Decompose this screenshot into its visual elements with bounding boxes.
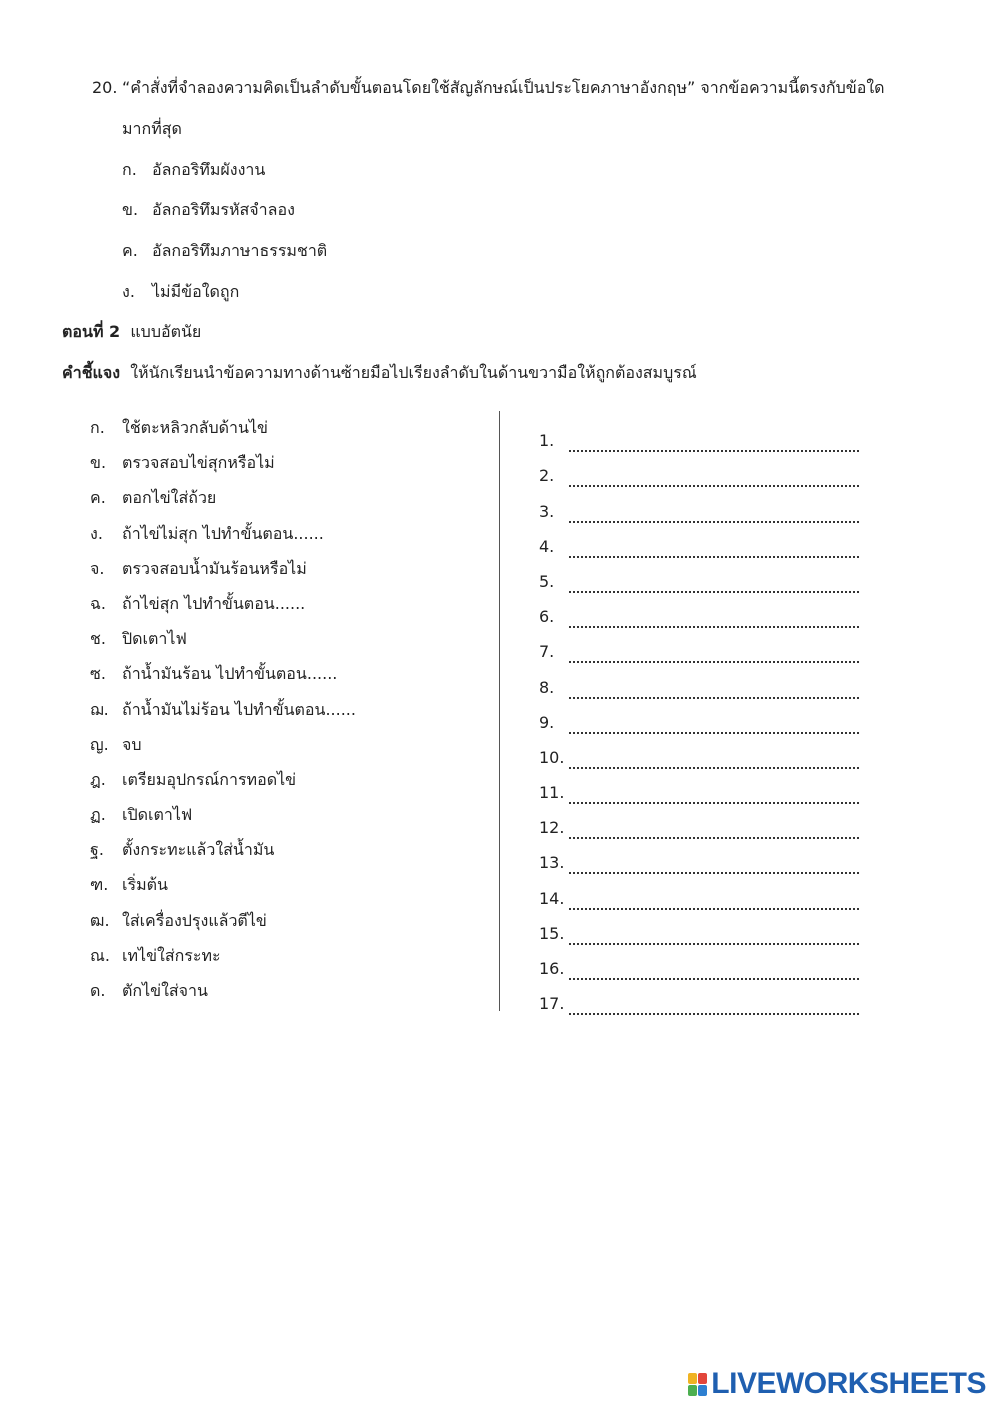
step-item bbox=[90, 593, 480, 628]
step-label: ญ. bbox=[90, 734, 109, 754]
answer-number: 3. bbox=[539, 501, 555, 521]
answer-number: 4. bbox=[539, 536, 555, 556]
step-text: เริ่มต้น bbox=[122, 875, 168, 895]
section-title-rest: แบบอัตนัย bbox=[130, 322, 202, 341]
answer-number: 10. bbox=[539, 747, 565, 767]
answer-number: 16. bbox=[539, 959, 565, 978]
question-20 bbox=[92, 77, 885, 99]
step-label: ฑ. bbox=[90, 875, 109, 895]
step-text: จบ bbox=[122, 734, 142, 754]
choice-letter: ง. bbox=[122, 282, 135, 301]
answer-blank[interactable] bbox=[569, 929, 859, 945]
answer-slot bbox=[539, 699, 869, 734]
answer-slot bbox=[539, 452, 869, 487]
answer-number: 6. bbox=[539, 607, 555, 627]
step-text: ถ้าไข่ไม่สุก ไปทำขั้นตอน...... bbox=[122, 523, 324, 543]
step-text: ถ้าไข่สุก ไปทำขั้นตอน...... bbox=[122, 593, 306, 613]
answer-slot bbox=[539, 769, 869, 804]
step-label: ช. bbox=[90, 629, 106, 649]
step-item bbox=[90, 663, 480, 698]
instruction bbox=[62, 362, 697, 384]
answer-number: 9. bbox=[539, 712, 555, 732]
answer-number: 13. bbox=[539, 853, 565, 873]
answer-slot bbox=[539, 980, 869, 1015]
answer-blank[interactable] bbox=[569, 683, 859, 699]
logo-mark-icon bbox=[688, 1373, 707, 1396]
step-text: ปิดเตาไฟ bbox=[122, 629, 187, 649]
answer-number: 11. bbox=[539, 783, 565, 803]
choice-letter: ค. bbox=[122, 241, 138, 260]
choice-text: อัลกอริทึมผังงาน bbox=[152, 160, 266, 179]
answer-blank[interactable] bbox=[569, 471, 859, 487]
logo-square bbox=[688, 1385, 697, 1396]
section-title-bold: ตอนที่ 2 bbox=[62, 322, 121, 341]
step-item bbox=[90, 558, 480, 593]
answer-list bbox=[539, 417, 869, 1015]
answer-slot bbox=[539, 523, 869, 558]
answer-slot bbox=[539, 593, 869, 628]
answer-number: 12. bbox=[539, 818, 565, 838]
answer-blank[interactable] bbox=[569, 647, 859, 663]
step-label: ซ. bbox=[90, 664, 106, 684]
answer-blank[interactable] bbox=[569, 823, 859, 839]
step-label: ฉ. bbox=[90, 593, 106, 613]
step-text: ตรวจสอบไข่สุกหรือไม่ bbox=[122, 453, 275, 473]
answer-slot bbox=[539, 839, 869, 874]
step-item bbox=[90, 523, 480, 558]
step-item bbox=[90, 945, 480, 980]
step-item bbox=[90, 910, 480, 945]
question-text: “คำสั่งที่จำลองความคิดเป็นลำดับขั้นตอนโดยใช้สัญลักษณ์เป็นประโยคภาษาอังกฤษ” จากข้อความนี้ตรงกับข้อใด bbox=[122, 78, 885, 97]
step-label: ง. bbox=[90, 523, 103, 543]
instruction-bold: คำชี้แจง bbox=[62, 363, 121, 382]
step-label: ฐ. bbox=[90, 840, 104, 860]
step-text: ตั้งกระทะแล้วใส่น้ำมัน bbox=[122, 840, 275, 860]
step-item bbox=[90, 699, 480, 734]
step-item bbox=[90, 452, 480, 487]
question-number: 20. bbox=[92, 78, 118, 97]
step-item bbox=[90, 628, 480, 663]
choice-d bbox=[122, 281, 239, 303]
step-text: ถ้าน้ำมันร้อน ไปทำขั้นตอน...... bbox=[122, 664, 338, 684]
answer-slot bbox=[539, 487, 869, 522]
logo-text: LIVEWORKSHEETS bbox=[711, 1367, 986, 1400]
answer-number: 15. bbox=[539, 923, 565, 943]
step-item bbox=[90, 769, 480, 804]
step-list bbox=[90, 417, 480, 1015]
step-text: เทไข่ใส่กระทะ bbox=[122, 945, 221, 965]
answer-blank[interactable] bbox=[569, 436, 859, 452]
choice-text: อัลกอริทึมรหัสจำลอง bbox=[152, 200, 295, 219]
step-label: ก. bbox=[90, 418, 105, 437]
answer-blank[interactable] bbox=[569, 507, 859, 523]
step-label: ข. bbox=[90, 453, 107, 473]
answer-blank[interactable] bbox=[569, 612, 859, 628]
answer-blank[interactable] bbox=[569, 753, 859, 769]
step-item bbox=[90, 487, 480, 522]
answer-slot bbox=[539, 628, 869, 663]
choice-letter: ข. bbox=[122, 200, 139, 219]
choice-letter: ก. bbox=[122, 160, 137, 179]
answer-slot bbox=[539, 804, 869, 839]
step-text: เตรียมอุปกรณ์การทอดไข่ bbox=[122, 769, 297, 789]
step-label: ฒ. bbox=[90, 910, 110, 930]
answer-blank[interactable] bbox=[569, 964, 859, 980]
step-text: เปิดเตาไฟ bbox=[122, 805, 193, 825]
logo-square bbox=[698, 1385, 707, 1396]
step-label: จ. bbox=[90, 558, 105, 578]
step-item bbox=[90, 417, 480, 452]
step-text: ตักไข่ใส่จาน bbox=[122, 981, 208, 1000]
answer-slot bbox=[539, 558, 869, 593]
answer-blank[interactable] bbox=[569, 542, 859, 558]
step-label: ค. bbox=[90, 488, 106, 508]
liveworksheets-logo bbox=[688, 1368, 986, 1400]
choice-text: ไม่มีข้อใดถูก bbox=[152, 282, 240, 301]
choice-c bbox=[122, 240, 327, 262]
answer-blank[interactable] bbox=[569, 894, 859, 910]
step-label: ด. bbox=[90, 981, 106, 1000]
answer-blank[interactable] bbox=[569, 577, 859, 593]
answer-number: 7. bbox=[539, 642, 555, 662]
step-text: ตรวจสอบน้ำมันร้อนหรือไม่ bbox=[122, 558, 307, 578]
choice-a bbox=[122, 159, 265, 181]
choice-b bbox=[122, 199, 295, 221]
answer-blank[interactable] bbox=[569, 858, 859, 874]
step-label: ฏ. bbox=[90, 805, 106, 825]
question-text-continued: มากที่สุด bbox=[122, 119, 182, 138]
step-item bbox=[90, 839, 480, 874]
column-divider bbox=[499, 411, 500, 1011]
choice-text: อัลกอริทึมภาษาธรรมชาติ bbox=[152, 241, 328, 260]
step-item bbox=[90, 804, 480, 839]
step-label: ฌ. bbox=[90, 699, 109, 719]
answer-blank[interactable] bbox=[569, 999, 859, 1015]
answer-slot bbox=[539, 663, 869, 698]
answer-number: 17. bbox=[539, 994, 565, 1014]
answer-slot bbox=[539, 417, 869, 452]
step-label: ฎ. bbox=[90, 769, 106, 789]
answer-slot bbox=[539, 945, 869, 980]
answer-number: 2. bbox=[539, 466, 555, 486]
answer-blank[interactable] bbox=[569, 788, 859, 804]
step-label: ณ. bbox=[90, 945, 110, 965]
step-text: ตอกไข่ใส่ถ้วย bbox=[122, 488, 217, 508]
step-text: ใช้ตะหลิวกลับด้านไข่ bbox=[122, 418, 268, 437]
answer-slot bbox=[539, 734, 869, 769]
step-item bbox=[90, 874, 480, 909]
section-title bbox=[62, 321, 201, 343]
answer-number: 5. bbox=[539, 571, 555, 591]
step-text: ใส่เครื่องปรุงแล้วตีไข่ bbox=[122, 910, 267, 930]
step-item bbox=[90, 734, 480, 769]
answer-slot bbox=[539, 910, 869, 945]
answer-number: 8. bbox=[539, 677, 555, 697]
answer-number: 1. bbox=[539, 431, 555, 451]
logo-square bbox=[698, 1373, 707, 1384]
answer-blank[interactable] bbox=[569, 718, 859, 734]
step-item bbox=[90, 980, 480, 1015]
answer-slot bbox=[539, 874, 869, 909]
logo-square bbox=[688, 1373, 697, 1384]
instruction-text: ให้นักเรียนนำข้อความทางด้านซ้ายมือไปเรียงลำดับในด้านขวามือให้ถูกต้องสมบูรณ์ bbox=[130, 363, 697, 382]
answer-number: 14. bbox=[539, 888, 565, 908]
step-text: ถ้าน้ำมันไม่ร้อน ไปทำขั้นตอน...... bbox=[122, 699, 356, 719]
